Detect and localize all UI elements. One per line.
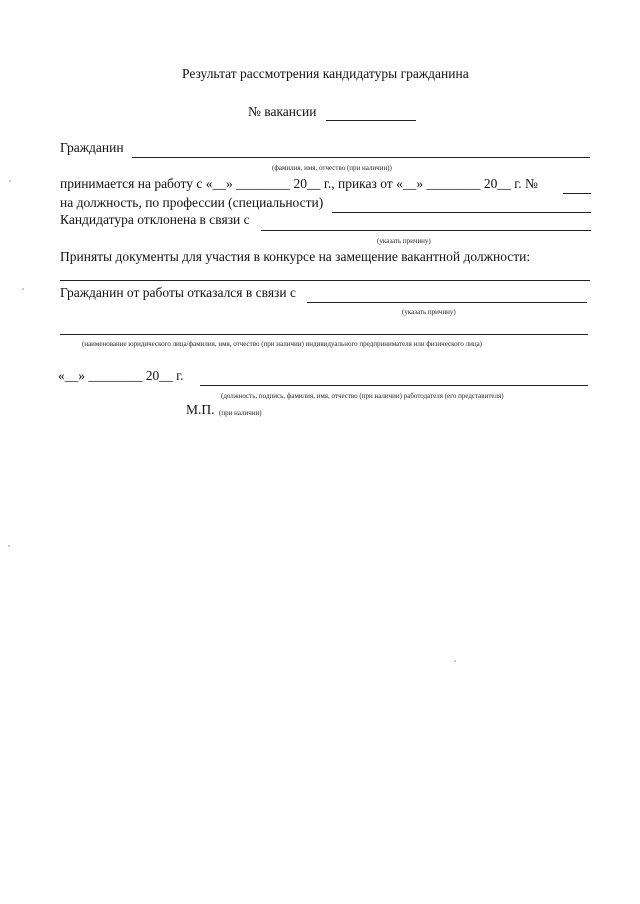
stamp-caption: (при наличии)	[219, 409, 262, 417]
hired-line: принимается на работу с «__» ________ 20__ г., приказ от «__» ________ 20__ г. №	[60, 176, 538, 191]
scan-speck	[8, 545, 10, 547]
rejected-label: Кандидатура отклонена в связи с	[60, 212, 250, 227]
scan-speck	[9, 180, 11, 182]
refusal-reason-field[interactable]	[307, 302, 587, 303]
signature-field[interactable]	[200, 385, 588, 386]
vacancy-label: № вакансии	[248, 104, 317, 119]
refusal-reason-caption: (указать причину)	[402, 308, 456, 316]
documents-accepted-label: Приняты документы для участия в конкурсе на замещение вакантной должности:	[60, 249, 531, 264]
citizen-caption: (фамилия, имя, отчество (при наличии))	[272, 164, 392, 172]
scan-speck	[22, 288, 24, 290]
vacancy-number-field[interactable]	[326, 120, 416, 121]
rejection-reason-field[interactable]	[261, 230, 591, 231]
employer-caption: (наименование юридического лица/фамилия, имя, отчество (при наличии) индивидуального предпринимателя или физического лица)	[82, 340, 483, 348]
order-number-field[interactable]	[563, 193, 591, 194]
scan-speck	[454, 660, 456, 662]
date-line: «__» ________ 20__ г.	[58, 368, 184, 383]
documents-field[interactable]	[60, 280, 590, 281]
stamp-label: М.П.	[186, 402, 215, 417]
signature-caption: (должность, подпись, фамилия, имя, отчество (при наличии) работодателя (его представителя)	[221, 392, 504, 400]
citizen-label: Гражданин	[60, 140, 124, 155]
employer-name-field[interactable]	[60, 334, 588, 335]
position-field[interactable]	[332, 212, 591, 213]
refused-label: Гражданин от работы отказался в связи с	[60, 285, 296, 300]
citizen-name-field[interactable]	[132, 157, 590, 158]
form-title: Результат рассмотрения кандидатуры гражданина	[182, 66, 469, 81]
rejection-reason-caption: (указать причину)	[377, 237, 431, 245]
position-label: на должность, по профессии (специальности)	[60, 195, 324, 210]
